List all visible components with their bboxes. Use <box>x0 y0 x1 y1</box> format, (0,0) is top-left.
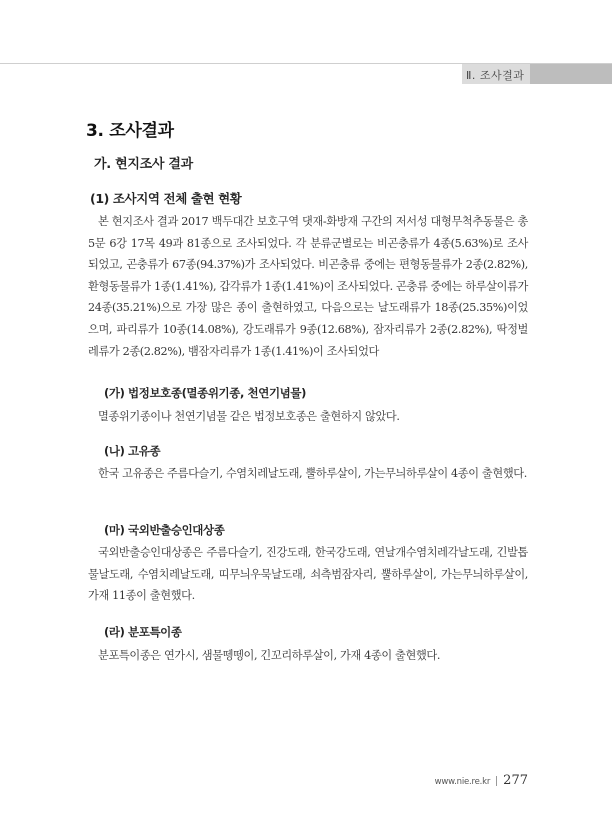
page-number: 277 <box>503 773 528 788</box>
heading-distribution-species: (라) 분포특이종 <box>104 625 182 639</box>
heading-endemic-species: (나) 고유종 <box>104 444 161 458</box>
footer-separator <box>496 776 497 786</box>
text-export-approval-species: 국외반출승인대상종은 주름다슬기, 진강도래, 한국강도래, 연날개수염치레각날도래, 긴발톱물날도래, 수염치레날도래, 띠무늬우묵날도래, 쇠측범잠자리, 뿔하루살이, 가는무늬하루살이, 가재 11종이 출현했다. <box>88 546 528 603</box>
text-distribution-species: 분포특이종은 연가시, 샘물뗑뗑이, 긴꼬리하루살이, 가재 4종이 출현했다. <box>98 649 441 662</box>
text-protected-species: 멸종위기종이나 천연기념물 같은 법정보호종은 출현하지 않았다. <box>98 410 400 423</box>
header-tab <box>530 64 612 84</box>
subsection-title: (1) 조사지역 전체 출현 현황 <box>90 191 242 206</box>
chapter-title: 3. 조사결과 <box>86 121 174 141</box>
heading-protected-species: (가) 법정보호종(멸종위기종, 천연기념물) <box>104 386 306 400</box>
intro-paragraph: 본 현지조사 결과 2017 백두대간 보호구역 댓재-화방재 구간의 저서성 대형무척추동물은 총 5문 6강 17목 49과 81종으로 조사되었다. 각 분류군별로는 비곤충류가 4종(5.63%)로 조사되었고, 곤충류가 67종(94.37%)가 조사되었다. 비곤충류 중에는 편형동물류가 2종(2.82%), 환형동물류가 1종(1.41%), 갑각류가 1종(1.41%)이 조사되었다. 곤충류 중에는 하루살이류가 24종(35.21%)으로 가장 많은 종이 출현하였고, 다음으로는 날도래류가 18종(25.35%)이었으며, 파리류가 10종(14.08%), 강도래류가 9종(12.68%), 잠자리류가 2종(2.82%), 딱정벌레류가 2종(2.82%), 뱀잠자리류가 1종(1.41%)이 조사되었다 <box>88 215 528 358</box>
section-title: 가. 현지조사 결과 <box>94 157 193 172</box>
running-header: Ⅱ. 조사결과 <box>466 69 525 82</box>
text-endemic-species: 한국 고유종은 주름다슬기, 수염치레날도래, 뿔하루살이, 가는무늬하루살이 4종이 출현했다. <box>98 467 527 480</box>
footer-url: www.nie.re.kr <box>434 777 491 787</box>
page-footer <box>435 773 528 788</box>
heading-export-approval-species: (마) 국외반출승인대상종 <box>104 523 225 537</box>
